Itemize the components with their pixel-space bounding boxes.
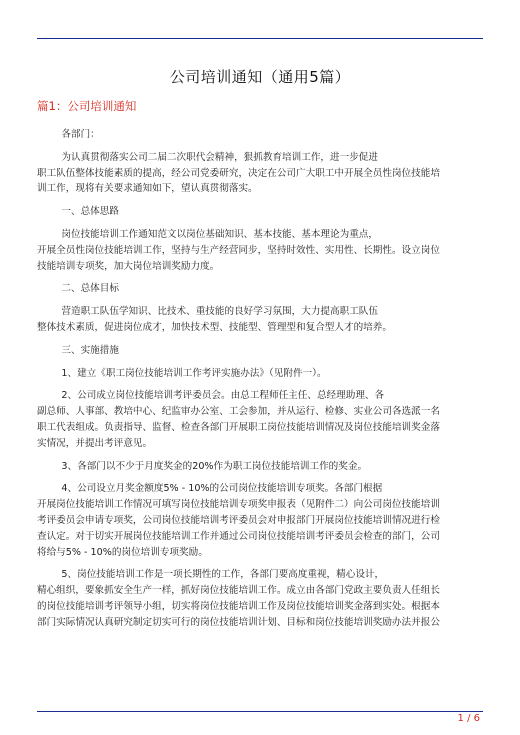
paragraph: 3、各部门以不少于月度奖金的20%作为职工岗位技能培训工作的奖金。 [37,460,368,472]
paragraph: 岗位技能培训工作通知范文以岗位基础知识、基本技能、基本理论为重点， 开展全员性岗位技能培训工作，坚持与生产经营同步，坚持时效性、实用性、长期性。设立岗位 技能培训专项奖，加大岗位培训奖励力度。 [37,228,440,272]
section-heading: 篇1：公司培训通知 [37,99,137,113]
document-body [37,127,483,631]
paragraph: 2、公司成立岗位技能培训考评委员会。由总工程师任主任、总经理助理、各 副总师、人事部、教培中心、纪监审办公室、工会参加，并从运行、检修、实业公司各选派一名 职工代表组成。负责指导、监督、检查各部门开展职工岗位技能培训情况及岗位技能培训奖金落 实情况，并提出考评意见。 [37,390,440,449]
paragraph: 5、岗位技能培训工作是一项长期性的工作，各部门要高度重视，精心设计， 精心组织，要象抓安全生产一样，抓好岗位技能培训工作。成立由各部门党政主要负责人任组长 的岗位技能培训考评领导小组，切实将岗位技能培训工作及岗位技能培训奖金落到实处。根据本 部门实际情况认真研究制定切实可行的岗位技能培训计划、目标和岗位技能培训奖励办法并报公 [37,569,440,628]
paragraph: 4、公司设立月奖金额度5% - 10%的公司岗位技能培训专项奖。各部门根据 开展岗位技能培训工作情况可填写岗位技能培训专项奖申报表（见附件二）向公司岗位技能培训 考评委员会申请专项奖，公司岗位技能培训考评委员会对申报部门开展岗位技能培训情况进行检 查认定。对于切实开展岗位技能培训工作并通过公司岗位技能培训考评委员会检查的部门，公司 将给与5% - 10%的岗位培训专项奖励。 [37,483,440,558]
page-indicator: 1 / 6 [457,713,480,724]
header-rule [37,38,483,39]
paragraph: 营造职工队伍学知识、比技术、重技能的良好学习氛围，大力提高职工队伍 整体技术素质，促进岗位成才，加快技术型、技能型、管理型和复合型人才的培养。 [37,306,392,333]
paragraph: 为认真贯彻落实公司二届二次职代会精神，狠抓教育培训工作，进一步促进 职工队伍整体技能素质的提高，经公司党委研究，决定在公司广大职工中开展全员性岗位技能培 训工作，现将有关要求通知如下，望认真贯彻落实。 [37,151,440,195]
paragraph: 1、建立《职工岗位技能培训工作考评实施办法》（见附件一）。 [37,367,327,379]
paragraph: 各部门： [37,129,100,140]
paragraph: 一、总体思路 [37,206,119,218]
document-title: 公司培训通知（通用5篇） [169,68,351,86]
paragraph: 三、实施措施 [37,344,119,356]
paragraph: 二、总体目标 [37,283,119,295]
footer-rule [37,711,483,712]
